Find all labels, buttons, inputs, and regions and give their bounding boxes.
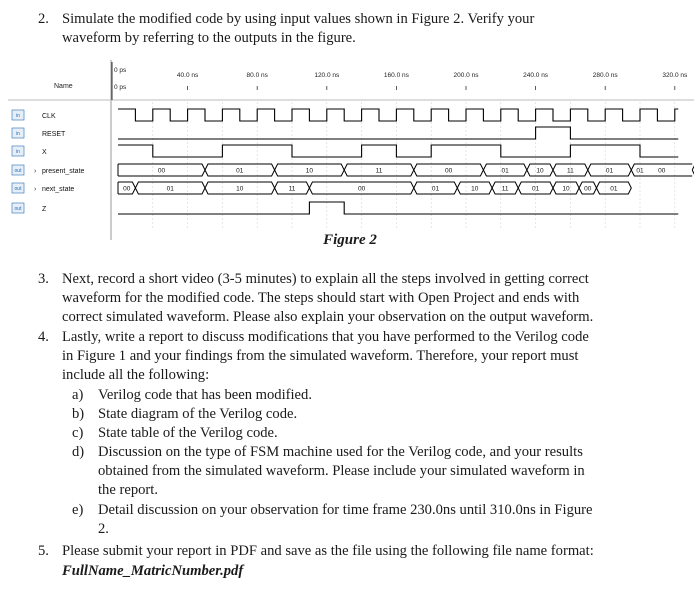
bus-value-label: 11 — [567, 167, 574, 175]
q3-line-3: correct simulated waveform. Please also explain your observation on the output waveform. — [62, 309, 594, 325]
output-pin-icon — [12, 183, 24, 193]
bus-value-label: 01 — [166, 185, 174, 193]
q5-number: 5. — [38, 543, 49, 559]
expand-chevron-icon[interactable]: › — [34, 168, 37, 175]
bus-value-label: 01 — [531, 185, 540, 193]
q4-item-a-text: Verilog code that has been modified. — [98, 387, 312, 403]
pin-icon-label: out — [14, 168, 22, 174]
signal-name: next_state — [42, 186, 75, 193]
q2-number: 2. — [38, 11, 49, 27]
q4-line-2: in Figure 1 and your findings from the simulated waveform. Therefore, your report must — [62, 348, 579, 364]
bus-value-label: 01 — [501, 167, 509, 175]
bus-value-label: 10 — [562, 185, 570, 193]
clk-wave — [118, 109, 678, 121]
bus-value-label: 00 — [357, 185, 366, 193]
bus-value-label: 11 — [375, 167, 383, 175]
q5-filename: FullName_MatricNumber.pdf — [62, 563, 244, 579]
expand-chevron-icon[interactable]: › — [34, 186, 37, 193]
q5-line-1: Please submit your report in PDF and save as the file using the following file name format: — [62, 543, 594, 559]
bus-value-label: 10 — [236, 185, 244, 193]
bus-value-label: 11 — [501, 185, 509, 193]
pin-icon-label: in — [16, 149, 20, 155]
signal-name: Z — [42, 206, 47, 213]
q3-line-1: Next, record a short video (3-5 minutes) to explain all the steps involved in getting correct — [62, 271, 589, 287]
bus-value-label: 00 — [658, 167, 666, 175]
cursor-label-top: 0 ps — [114, 67, 127, 74]
time-tick-label: 160.0 ns — [383, 72, 409, 79]
bus-segment — [692, 164, 694, 176]
signal-name: X — [42, 149, 47, 156]
q4-item-d-label: d) — [72, 444, 85, 460]
signal-name: CLK — [42, 113, 56, 120]
output-pin-icon — [12, 203, 24, 213]
q2-line-2: waveform by referring to the outputs in the figure. — [62, 30, 356, 46]
bus-value-label: 01 — [605, 167, 614, 175]
q4-item-a-label: a) — [72, 387, 84, 403]
time-tick-label: 280.0 ns — [592, 72, 618, 79]
bus-value-label: 01 — [236, 167, 244, 175]
q4-item-b-label: b) — [72, 406, 85, 422]
q4-item-d-cont-2: the report. — [98, 482, 158, 498]
bus-value-label: 01 — [431, 185, 440, 193]
pin-icon-label: out — [14, 206, 22, 212]
reset-wave — [118, 127, 678, 139]
present-state-bus — [118, 164, 694, 176]
bus-value-label: 10 — [471, 185, 479, 193]
pin-icon-label: out — [14, 186, 22, 192]
q4-item-b-text: State diagram of the Verilog code. — [98, 406, 298, 422]
bus-value-label: 01 — [636, 167, 644, 175]
q4-line-3: include all the following: — [62, 367, 210, 383]
bus-value-label: 10 — [536, 167, 544, 175]
x-wave — [118, 145, 678, 157]
q2-line-1: Simulate the modified code by using input values shown in Figure 2. Verify your — [62, 11, 535, 27]
q4-item-c-label: c) — [72, 425, 84, 441]
output-pin-icon — [12, 165, 24, 175]
signal-name: present_state — [42, 168, 85, 175]
q4-item-c-text: State table of the Verilog code. — [98, 425, 278, 441]
signal-name: RESET — [42, 131, 66, 138]
figure-caption: Figure 2 — [323, 232, 377, 248]
pin-icon-label: in — [16, 131, 20, 137]
waveform-traces — [118, 109, 694, 214]
q4-number: 4. — [38, 329, 49, 345]
name-header: Name — [54, 83, 73, 90]
q4-line-1: Lastly, write a report to discuss modifications that you have performed to the Verilog code — [62, 329, 589, 345]
q4-item-e-cont-1: 2. — [98, 521, 109, 537]
input-pin-icon — [12, 128, 24, 138]
bus-value-label: 00 — [584, 185, 592, 193]
time-tick-label: 200.0 ns — [453, 72, 479, 79]
input-pin-icon — [12, 110, 24, 120]
time-tick-label: 120.0 ns — [314, 72, 340, 79]
bus-value-label: 01 — [610, 185, 618, 193]
pin-icon-label: in — [16, 113, 20, 119]
q3-line-2: waveform for the modified code. The steps should start with Open Project and ends with — [62, 290, 580, 306]
z-wave — [118, 202, 678, 214]
q4-item-d-cont-1: obtained from the simulated waveform. Please include your simulated waveform in — [98, 463, 585, 479]
time-tick-label: 240.0 ns — [523, 72, 549, 79]
q4-item-e-label: e) — [72, 502, 84, 518]
q4-item-e-text: Detail discussion on your observation for time frame 230.0ns until 310.0ns in Figure — [98, 502, 593, 518]
waveform-figure — [8, 60, 694, 240]
time-tick-label: 320.0 ns — [662, 72, 688, 79]
time-tick-label: 80.0 ns — [246, 72, 268, 79]
bus-value-label: 11 — [288, 185, 296, 193]
cursor-label-bottom: 0 ps — [114, 84, 127, 91]
next-state-bus — [118, 182, 631, 194]
waveform-svg — [8, 60, 694, 240]
bus-value-label: 00 — [123, 185, 131, 193]
q3-number: 3. — [38, 271, 49, 287]
bus-value-label: 00 — [157, 167, 166, 175]
bus-value-label: 10 — [305, 167, 314, 175]
time-tick-label: 40.0 ns — [176, 72, 199, 79]
bus-value-label: 00 — [444, 167, 453, 175]
q4-item-d-text: Discussion on the type of FSM machine used for the Verilog code, and your results — [98, 444, 583, 460]
input-pin-icon — [12, 146, 24, 156]
